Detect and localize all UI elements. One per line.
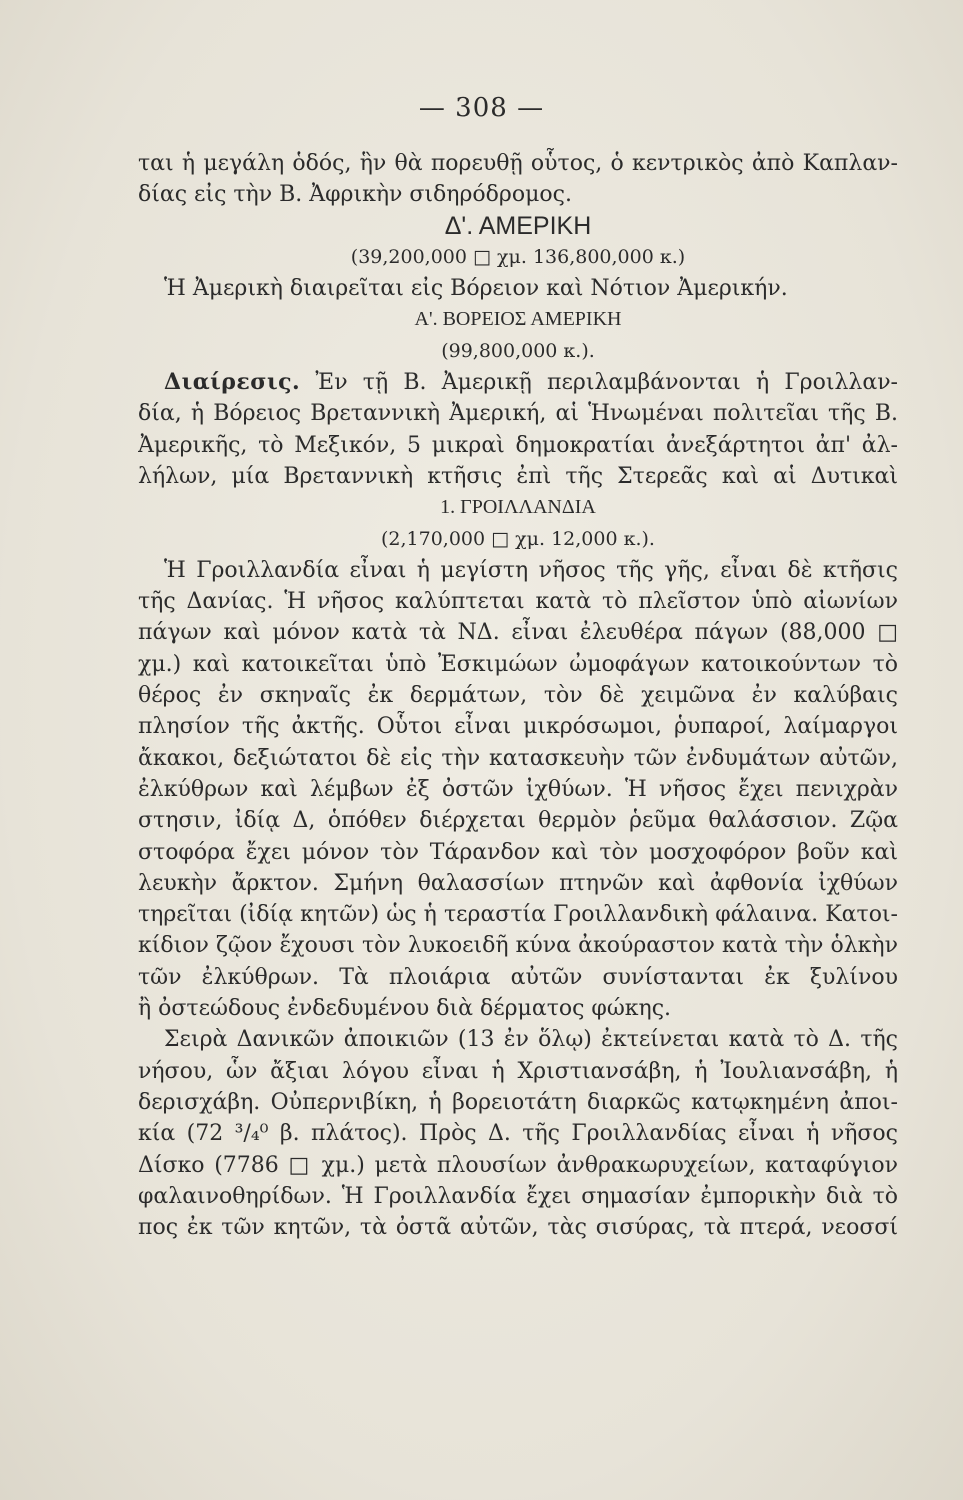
line-text: ἢ ὀστεώδους ἐνδεδυμένου διὰ δέρματος φώκης. <box>138 996 672 1022</box>
line-text: ται ἡ μεγάλη ὁδός, ἣν θὰ πορευθῇ οὗτος, ὁ κεντρικὸς ἀπὸ Καπλαν- <box>138 151 898 176</box>
text-line <box>138 1212 898 1243</box>
line-text: (39,200,000 □ χμ. 136,800,000 κ.) <box>350 245 686 268</box>
text-line <box>138 1087 898 1118</box>
line-text: στησιν, ἰδίᾳ Δ, ὁπόθεν διέρχεται θερμὸν ῥεῦμα θαλάσσιον. Ζῷα <box>138 808 898 834</box>
section-heading <box>138 211 898 242</box>
line-text: κία (72 ³/₄⁰ β. πλάτος). Πρὸς Δ. τῆς Γροιλλανδίας εἶναι ἡ νῆσος <box>138 1121 898 1147</box>
line-text: τῆς Δανίας. Ἡ νῆσος καλύπτεται κατὰ τὸ πλεῖστον ὑπὸ αἰωνίων <box>138 589 898 615</box>
line-text: Ἀμερικῆς, τὸ Μεξικόν, 5 μικραὶ δημοκρατίαι ἀνεξάρτητοι ἀπ' ἀλ- <box>138 432 898 458</box>
text-line <box>138 711 898 742</box>
line-text: λήλων, μία Βρεταννικὴ κτῆσις ἐπὶ τῆς Στερεᾶς καὶ αἱ Δυτικαὶ <box>138 463 898 489</box>
line-text: χμ.) καὶ κατοικεῖται ὑπὸ Ἐσκιμώων ὠμοφάγων κατοικούντων τὸ <box>138 651 898 677</box>
text-line <box>138 993 898 1024</box>
line-text: πλησίον τῆς ἀκτῆς. Οὗτοι εἶναι μικρόσωμοι, ῥυπαροί, λαίμαργοι <box>138 714 898 740</box>
line-text: (99,800,000 κ.). <box>441 339 595 362</box>
line-text: Σειρὰ Δανικῶν ἀποικιῶν (13 ἐν ὅλῳ) ἐκτείνεται κατὰ τὸ Δ. τῆς <box>164 1027 898 1053</box>
text-line <box>138 524 898 555</box>
line-text: δίας εἰς τὴν Β. Ἀφρικὴν σιδηρόδρομος. <box>138 182 572 208</box>
line-text: θέρος ἐν σκηναῖς ἐκ δερμάτων, τὸν δὲ χειμῶνα ἐν καλύβαις <box>138 683 898 709</box>
text-line <box>138 930 898 961</box>
line-text: 1. ΓΡΟΙΛΛΑΝΔΙΑ <box>440 496 596 519</box>
line-text: πος ἐκ τῶν κητῶν, τὰ ὀστᾶ αὐτῶν, τὰς σισύρας, τὰ πτερά, νεοσσί <box>138 1215 898 1241</box>
line-text: Ἡ Γροιλλανδία εἶναι ἡ μεγίστη νῆσος τῆς γῆς, εἶναι δὲ κτῆσις <box>164 557 898 583</box>
paragraph-lead: Διαίρεσις. <box>164 369 301 396</box>
line-text: στοφόρα ἔχει μόνον τὸν Τάρανδον καὶ τὸν μοσχοφόρον βοῦν καὶ <box>138 839 898 865</box>
line-text: ἐλκύθρων καὶ λέμβων ἐξ ὀστῶν ἰχθύων. Ἡ νῆσος ἔχει πενιχρὰν <box>138 776 898 802</box>
text-line <box>138 430 898 461</box>
text-line <box>138 837 898 868</box>
text-line <box>138 336 898 367</box>
text-line <box>138 586 898 617</box>
text-line <box>138 962 898 993</box>
text-line <box>138 680 898 711</box>
text-line <box>138 1181 898 1212</box>
line-text: (2,170,000 □ χμ. 12,000 κ.). <box>381 527 655 550</box>
text-line <box>138 461 898 492</box>
text-line <box>138 868 898 899</box>
text-line <box>138 555 898 586</box>
line-text: ἄκακοι, δεξιώτατοι δὲ εἰς τὴν κατασκευὴν τῶν ἐνδυμάτων αὐτῶν, <box>138 745 898 771</box>
text-line <box>138 1056 898 1087</box>
line-text: Ἡ Ἀμερικὴ διαιρεῖται εἰς Βόρειον καὶ Νότιον Ἀμερικήν. <box>164 276 788 302</box>
line-text: κίδιον ζῷον ἔχουσι τὸν λυκοειδῆ κύνα ἀκούραστον κατὰ τὴν ὁλκὴν <box>138 933 898 959</box>
page-number: — 308 — <box>418 93 545 123</box>
line-text: φαλαινοθηρίδων. Ἡ Γροιλλανδία ἔχει σημασίαν ἐμπορικὴν διὰ τὸ <box>138 1183 898 1209</box>
text-line <box>138 1118 898 1149</box>
line-text: Δ'. ΑΜΕΡΙΚΗ <box>444 211 592 240</box>
text-line <box>138 148 898 179</box>
line-text: Α'. ΒΟΡΕΙΟΣ ΑΜΕΡΙΚΗ <box>414 308 622 331</box>
text-line <box>138 649 898 680</box>
line-text: τῶν ἐλκύθρων. Τὰ πλοιάρια αὐτῶν συνίστανται ἐκ ξυλίνου <box>138 964 898 990</box>
text-line <box>138 367 898 398</box>
text-line <box>138 1024 898 1055</box>
line-text: Δίσκο (7786 □ χμ.) μετὰ πλουσίων ἀνθρακωρυχείων, καταφύγιον <box>138 1152 898 1178</box>
line-text: νήσου, ὧν ἄξιαι λόγου εἶναι ἡ Χριστιανσάβη, ἡ Ἰουλιανσάβη, ἡ <box>138 1058 898 1084</box>
line-text: δία, ἡ Βόρειος Βρεταννικὴ Ἀμερική, αἱ Ἡνωμέναι πολιτεῖαι τῆς Β. <box>138 401 898 427</box>
text-line <box>138 743 898 774</box>
text-line <box>138 899 898 930</box>
text-line <box>138 774 898 805</box>
text-line <box>138 179 898 210</box>
line-text: πάγων καὶ μόνον κατὰ τὰ ΝΔ. εἶναι ἐλευθέρα πάγων (88,000 □ <box>138 620 898 646</box>
line-text: δερισχάβη. Οὐπερνιβίκη, ἡ βορειοτάτη διαρκῶς κατῳκημένη ἀποι- <box>138 1089 898 1115</box>
text-line <box>138 242 898 273</box>
text-line <box>138 1150 898 1181</box>
section-heading <box>138 492 898 523</box>
text-line <box>138 273 898 304</box>
text-line <box>138 398 898 429</box>
text-line <box>138 805 898 836</box>
body-text <box>138 148 898 1243</box>
text-line <box>138 617 898 648</box>
line-text: τηρεῖται (ἰδίᾳ κητῶν) ὡς ἡ τεραστία Γροιλλανδικὴ φάλαινα. Κατοι- <box>138 902 898 928</box>
line-text: Ἐν τῇ Β. Ἀμερικῇ περιλαμβάνονται ἡ Γροιλλαν- <box>300 370 898 396</box>
section-heading <box>138 304 898 335</box>
line-text: λευκὴν ἄρκτον. Σμήνη θαλασσίων πτηνῶν καὶ ἀφθονία ἰχθύων <box>138 870 898 896</box>
